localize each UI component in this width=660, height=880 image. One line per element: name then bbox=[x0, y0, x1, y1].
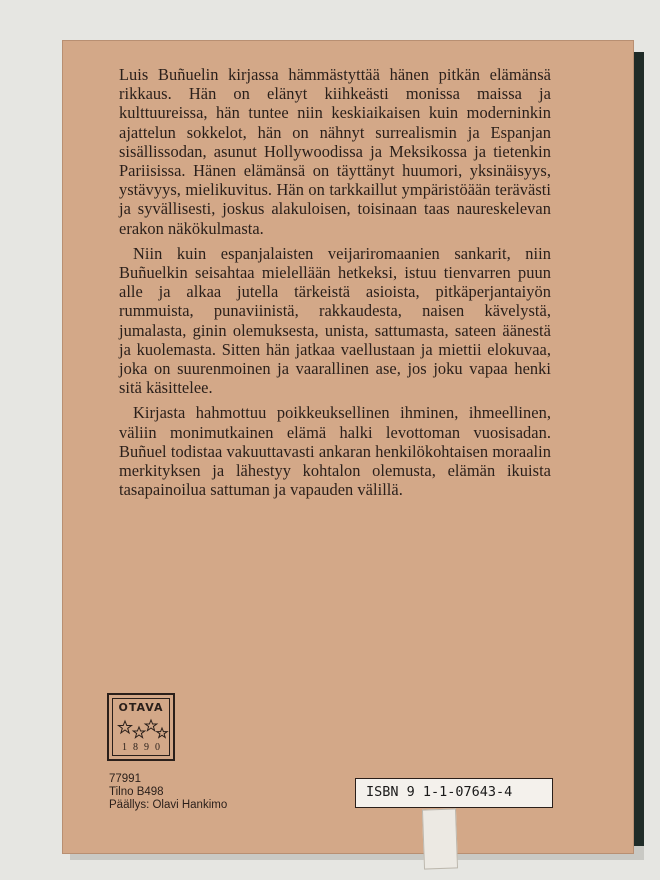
blurb-text bbox=[119, 65, 551, 505]
back-cover bbox=[62, 40, 634, 854]
isbn-sticker: ISBN 9 1-1-07643-4 bbox=[355, 778, 553, 808]
logo-inner-frame bbox=[112, 698, 170, 756]
blurb-paragraph-2: Niin kuin espanjalaisten veijariromaanien sankarit, niin Buñuelkin seisahtaa mielellään hetkeksi, istuu tienvarren puun alle ja alkaa jutella tärkeistä asioista, pitkäperjantaiyön rummuista, punaviinistä, rakkaudesta, naisen kävelystä, jumalasta, ginin olemuksesta, unista, sattumasta, sateen äänestä ja kuolemasta. Sitten hän jatkaa vaellustaan ja miettii elokuvaa, joka on suurenmoinen ja vaarallinen ase, jos joku vapaa henki sitä käsittelee. bbox=[119, 243, 551, 398]
tilno-code: Tilno B498 bbox=[109, 786, 164, 798]
product-code: 77991 bbox=[109, 773, 141, 785]
blurb-paragraph-1: Luis Buñuelin kirjassa hämmästyttää hänen pitkän elämänsä rikkaus. Hän on elänyt kiihkeästi monissa maissa ja kulttuureissa, hän tuntee niin keskiaikaisen kuin moderninkin ajattelun sokkelot, hän on nähnyt surrealismin ja Espanjan sisällissodan, asunut Hollywoodissa ja Meksikossa ja tietenkin Pariisissa. Hänen elämänsä on täyttänyt huumori, yksinäisyys, ystävyys, mielikuvitus. Hän on tarkkaillut ympäristöään terävästi ja syvällisesti, joskus alakuloisen, toisinaan taas naureskelevan erakon näkökulmasta. bbox=[119, 65, 551, 238]
blurb-paragraph-3: Kirjasta hahmottuu poikkeuksellinen ihminen, ihmeellinen, väliin monimutkainen elämä halki levottoman vuosisadan. Buñuel todistaa vakuuttavasti ankaran henkilökohtaisen moraalin merkityksen ja lähestyy kohtalon olemusta, elämän ikuista tasapainoilua sattuman ja vapauden välillä. bbox=[119, 403, 551, 500]
otava-logo bbox=[107, 693, 175, 761]
stars-icon bbox=[117, 717, 169, 743]
logo-name: OTAVA bbox=[118, 701, 164, 714]
tape-piece bbox=[422, 808, 458, 869]
cover-credit: Päällys: Olavi Hankimo bbox=[109, 799, 228, 811]
logo-year: 1890 bbox=[122, 742, 166, 753]
publication-info bbox=[109, 773, 227, 812]
